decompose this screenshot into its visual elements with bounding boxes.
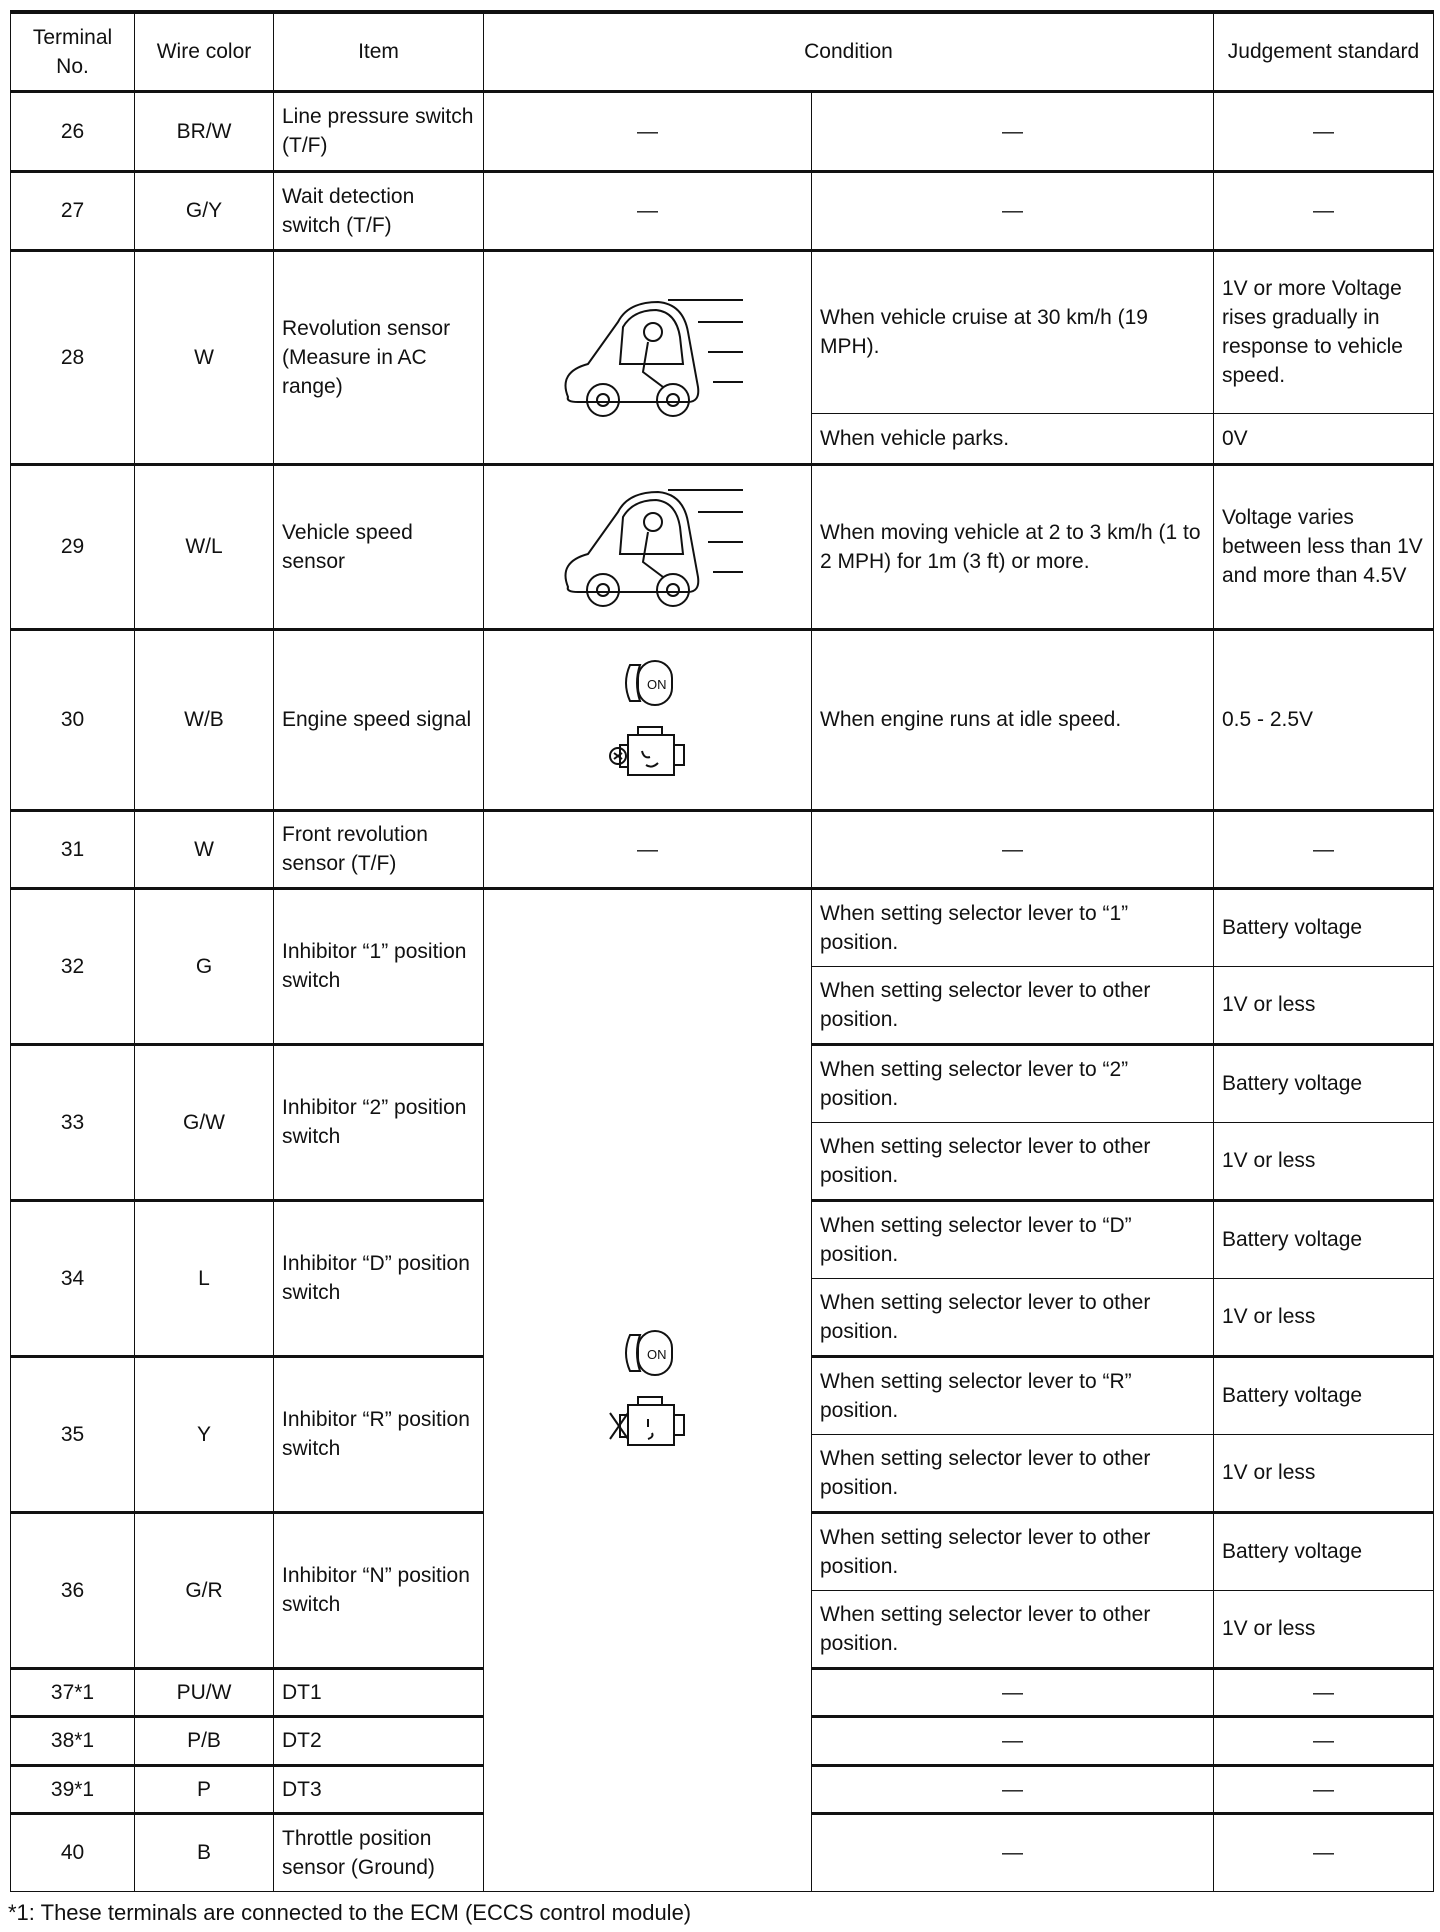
terminal-no: 39*1	[11, 1765, 135, 1813]
wire-color: W/L	[135, 464, 274, 629]
header-judgement: Judgement standard	[1214, 12, 1434, 91]
wire-color: L	[135, 1200, 274, 1356]
item-name: Inhibitor “D” position switch	[274, 1200, 484, 1356]
condition-text: When setting selector lever to “R” position.	[812, 1356, 1214, 1434]
terminal-no: 40	[11, 1813, 135, 1891]
judgement-standard: Battery voltage	[1214, 1200, 1434, 1278]
wire-color: W/B	[135, 629, 274, 810]
wire-color: G/W	[135, 1044, 274, 1200]
item-name: Throttle position sensor (Ground)	[274, 1813, 484, 1891]
wire-color: G/Y	[135, 171, 274, 250]
condition-text: When setting selector lever to other position.	[812, 1434, 1214, 1512]
table-row	[11, 629, 1434, 810]
ignition-on-engine-off-icon	[484, 888, 812, 1891]
terminal-table	[10, 10, 1434, 1892]
item-name: Revolution sensor (Measure in AC range)	[274, 250, 484, 464]
judgement-standard: Battery voltage	[1214, 1044, 1434, 1122]
judgement-standard: Battery voltage	[1214, 888, 1434, 966]
wire-color: W	[135, 810, 274, 888]
item-name: Inhibitor “R” position switch	[274, 1356, 484, 1512]
ignition-on-engine-running-icon	[484, 629, 812, 810]
header-item: Item	[274, 12, 484, 91]
judgement-standard: Battery voltage	[1214, 1356, 1434, 1434]
condition-text: When vehicle cruise at 30 km/h (19 MPH).	[812, 250, 1214, 413]
judgement-standard: 1V or less	[1214, 1122, 1434, 1200]
wire-color: Y	[135, 1356, 274, 1512]
terminal-table-container	[10, 10, 1434, 1892]
header-terminal: Terminal No.	[11, 12, 135, 91]
wire-color: BR/W	[135, 91, 274, 171]
judgement-standard: 1V or less	[1214, 1278, 1434, 1356]
condition-text: When setting selector lever to other position.	[812, 1278, 1214, 1356]
terminal-no: 35	[11, 1356, 135, 1512]
terminal-no: 32	[11, 888, 135, 1044]
judgement-standard: —	[1214, 1765, 1434, 1813]
svg-text:ON: ON	[646, 1347, 666, 1362]
item-name: Engine speed signal	[274, 629, 484, 810]
item-name: DT2	[274, 1716, 484, 1765]
condition-text: When setting selector lever to “2” position.	[812, 1044, 1214, 1122]
condition-text: When setting selector lever to “1” position.	[812, 888, 1214, 966]
condition-text: —	[812, 1716, 1214, 1765]
condition-text: —	[812, 1765, 1214, 1813]
condition-text: When engine runs at idle speed.	[812, 629, 1214, 810]
item-name: Inhibitor “2” position switch	[274, 1044, 484, 1200]
judgement-standard: 1V or less	[1214, 1434, 1434, 1512]
condition-text: When setting selector lever to “D” position.	[812, 1200, 1214, 1278]
condition-text: When moving vehicle at 2 to 3 km/h (1 to 2 MPH) for 1m (3 ft) or more.	[812, 464, 1214, 629]
condition-text: —	[812, 91, 1214, 171]
judgement-standard: —	[1214, 1813, 1434, 1891]
terminal-no: 36	[11, 1512, 135, 1668]
terminal-no: 34	[11, 1200, 135, 1356]
condition-text: When setting selector lever to other position.	[812, 1122, 1214, 1200]
terminal-no: 37*1	[11, 1668, 135, 1716]
judgement-standard: 1V or less	[1214, 1590, 1434, 1668]
item-name: Inhibitor “1” position switch	[274, 888, 484, 1044]
item-name: Front revolution sensor (T/F)	[274, 810, 484, 888]
footnote: *1: These terminals are connected to the ECM (ECCS control module)	[8, 1900, 692, 1925]
condition-text: —	[812, 171, 1214, 250]
judgement-standard: 0.5 - 2.5V	[1214, 629, 1434, 810]
terminal-no: 27	[11, 171, 135, 250]
wire-color: G/R	[135, 1512, 274, 1668]
item-name: Wait detection switch (T/F)	[274, 171, 484, 250]
judgement-standard: 1V or less	[1214, 966, 1434, 1044]
judgement-standard: —	[1214, 1716, 1434, 1765]
condition-text: —	[812, 810, 1214, 888]
svg-text:ON: ON	[646, 676, 666, 692]
judgement-standard: —	[1214, 91, 1434, 171]
item-name: Inhibitor “N” position switch	[274, 1512, 484, 1668]
judgement-standard: —	[1214, 1668, 1434, 1716]
terminal-no: 38*1	[11, 1716, 135, 1765]
condition-text: When setting selector lever to other position.	[812, 966, 1214, 1044]
table-row	[11, 810, 1434, 888]
condition-text: When setting selector lever to other position.	[812, 1590, 1214, 1668]
table-row	[11, 91, 1434, 171]
item-name: DT1	[274, 1668, 484, 1716]
wire-color: P/B	[135, 1716, 274, 1765]
table-row	[11, 250, 1434, 413]
header-condition: Condition	[484, 12, 1214, 91]
terminal-no: 31	[11, 810, 135, 888]
item-name: Vehicle speed sensor	[274, 464, 484, 629]
table-row	[11, 888, 1434, 966]
condition-text: When setting selector lever to other position.	[812, 1512, 1214, 1590]
terminal-no: 33	[11, 1044, 135, 1200]
vehicle-driving-icon	[484, 464, 812, 629]
terminal-no: 29	[11, 464, 135, 629]
judgement-standard: —	[1214, 171, 1434, 250]
terminal-no: 30	[11, 629, 135, 810]
header-row	[11, 12, 1434, 91]
wire-color: W	[135, 250, 274, 464]
judgement-standard: 1V or more Voltage rises gradually in response to vehicle speed.	[1214, 250, 1434, 413]
item-name: Line pressure switch (T/F)	[274, 91, 484, 171]
wire-color: PU/W	[135, 1668, 274, 1716]
condition-main: —	[484, 810, 812, 888]
terminal-no: 26	[11, 91, 135, 171]
condition-main: —	[484, 91, 812, 171]
item-name: DT3	[274, 1765, 484, 1813]
wire-color: B	[135, 1813, 274, 1891]
table-row	[11, 464, 1434, 629]
terminal-no: 28	[11, 250, 135, 464]
wire-color: G	[135, 888, 274, 1044]
judgement-standard: —	[1214, 810, 1434, 888]
header-wire-color: Wire color	[135, 12, 274, 91]
judgement-standard: Battery voltage	[1214, 1512, 1434, 1590]
condition-text: —	[812, 1668, 1214, 1716]
vehicle-driving-icon	[484, 250, 812, 464]
condition-main: —	[484, 171, 812, 250]
condition-text: —	[812, 1813, 1214, 1891]
wire-color: P	[135, 1765, 274, 1813]
judgement-standard: 0V	[1214, 413, 1434, 464]
table-row	[11, 171, 1434, 250]
condition-text: When vehicle parks.	[812, 413, 1214, 464]
judgement-standard: Voltage varies between less than 1V and more than 4.5V	[1214, 464, 1434, 629]
